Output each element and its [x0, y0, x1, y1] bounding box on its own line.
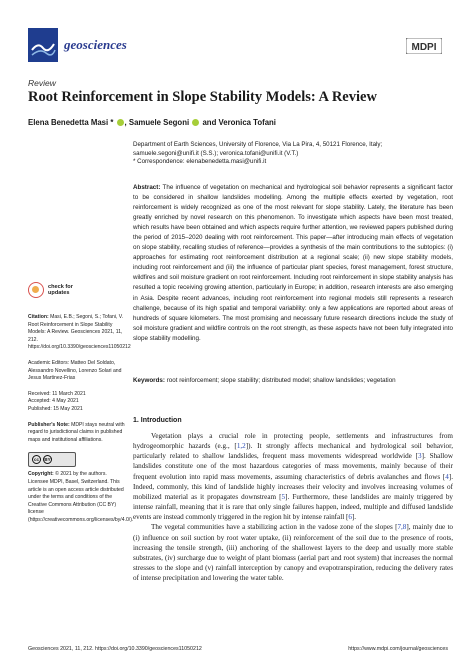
correspondence[interactable]: * Correspondence: elenabenedetta.masi@unifi.it	[133, 158, 267, 166]
keywords-text: root reinforcement; slope stability; distributed model; shallow landslides; vegetation	[166, 377, 396, 384]
updates-line2: updates	[48, 290, 70, 296]
orcid-icon[interactable]	[117, 119, 124, 126]
abstract-text: The influence of vegetation on mechanical and hydrological soil behavior represents a significant factor to be considered in shallow landslides modelling. Among the multiple effects exerted by vegetation, root reinforcement is widely recognized as one of the most relevant for slope stability. Lately, the literature has been greatly enriched by novel research on this phenomenon. To investigate which aspects have been most treated, which results have been obtained and which aspects require further attention, we reviewed papers published during the period of 2015–2020 dealing with root reinforcement. This paper—after introducing main effects of vegetation on slope stability, recalling studies of reference—provides a synthesis of the main contributions to the subtopics: (i) approaches for estimating root reinforcement distribution at a regional scale; (ii) new slope stability models, including root reinforcement and (iii) the influence of particular plant species, forest management, forest structure, wildfires and soil moisture gradient on root reinforcement. Including root reinforcement in slope stability analysis has resulted a topic receiving growing attention, particularly in Europe; in addition, research interests are also emerging in Asia. Despite recent advances, including root reinforcement into regional models still represents a research challenge, because of its high spatial and temporal variability: only a few applications are reported about areas of hundreds of square kilometers. The most promising and necessary future research directions include the study of soil moisture gradient and wildfire controls on the root strength, as these aspects have not been fully integrated into slope stability modelling.	[133, 184, 454, 342]
keywords-label: Keywords:	[133, 377, 165, 384]
editors-text: Matteo Del Soldato, Alessandro Novellino, Lorenzo Solari and Jesus Martinez-Frias	[28, 359, 122, 382]
paragraph: Vegetation plays a crucial role in protecting people, settlements and infrastructures from hydrogeomorphic hazards (e.g., [1,2]). It strongly affects mechanical and hydrological soil behavior, particularly related to shallow landslides, frequent mass movements widespread worldwide [3]. Shallow landslides constitute one of the most hazardous categories of mass movements, mainly because of their frequent evolution into rapid mass movements, assuming characteristics of debris avalanches and flows [4]. Indeed, commonly, this kind of landslide highly increases their velocity and involves increasing volumes of mobilized material as it propagates downstream [5]. Furthermore, these landslides are mainly triggered by intense rainfall, meaning that it is rare that only single failures happen, indeed, multiple and diffused landslide events are instead commonly triggered in the region hit by intense rainfall [6].	[133, 432, 454, 522]
citation-link[interactable]: 6	[348, 513, 352, 522]
author-name[interactable]: Elena Benedetta Masi *	[28, 118, 114, 127]
citation-label: Citation:	[28, 314, 49, 320]
publisher-name: MDPI	[411, 42, 437, 53]
dates-block	[28, 391, 126, 414]
author-list: Elena Benedetta Masi * , Samuele Segoni and Veronica Tofani	[28, 118, 276, 127]
affiliation-line: Department of Earth Sciences, University of Florence, Via La Pira, 4, 50121 Florence, Italy;	[133, 141, 383, 148]
mdpi-logo-icon	[406, 38, 442, 54]
article-type: Review	[28, 78, 56, 88]
paragraph: The vegetal communities have a stabilizing action in the vadose zone of the slopes [7,8], mainly due to (i) influence on soil suction by root water uptake, (ii) reinforcement of the soil due to the presence of roots, increasing the tensile strength, (iii) anchoring of the shallowest layers to the deep and usually more stable substrates, (iv) surcharge due to weight of plant biomass (aerial part and root system) that increases the normal stresses to the slope and (v) rainfall interception by canopy and evapotranspiration, reducing the delivery rates of intense precipitation and lowering the water table.	[133, 523, 454, 583]
paper-title: Root Reinforcement in Slope Stability Models: A Review	[28, 89, 377, 105]
citation-link[interactable]: 4	[445, 472, 449, 481]
introduction-body	[133, 431, 453, 583]
cc-license-icon[interactable]	[28, 452, 76, 467]
abstract	[133, 183, 453, 344]
note-label: Publisher's Note:	[28, 421, 70, 428]
check-for-updates-button[interactable]	[28, 282, 126, 298]
citation-text[interactable]: Masi, E.B.; Segoni, S.; Tofani, V. Root Reinforcement in Slope Stability Models: A Review. Geosciences 2021, 11, 212. https://doi.org/10.3390/geosciences11050212	[28, 314, 131, 351]
accepted-date: Accepted: 4 May 2021	[28, 398, 79, 405]
keywords	[133, 376, 453, 385]
abstract-label: Abstract:	[133, 184, 161, 191]
journal-name: geosciences	[64, 37, 127, 52]
updates-line1: check for	[48, 283, 73, 290]
affiliations	[133, 141, 453, 167]
geosciences-logo-icon	[28, 28, 58, 62]
footer-citation[interactable]: Geosciences 2021, 11, 212. https://doi.org/10.3390/geosciences11050212	[28, 646, 202, 652]
author-name[interactable]: and Veronica Tofani	[202, 118, 276, 127]
citation-link[interactable]: 1,2	[236, 442, 246, 451]
author-name[interactable]: Samuele Segoni	[128, 118, 190, 127]
published-date: Published: 15 May 2021	[28, 405, 83, 412]
note-text: MDPI stays neutral with regard to jurisdictional claims in published maps and institutional affiliations.	[28, 421, 125, 443]
editors-label: Academic Editors:	[28, 359, 70, 366]
orcid-icon[interactable]	[192, 119, 199, 126]
citation-block	[28, 314, 131, 352]
copyright-label: Copyright:	[28, 471, 54, 478]
publisher-note	[28, 422, 126, 445]
updates-icon	[28, 282, 44, 298]
sidebar	[28, 282, 134, 532]
copyright-block	[28, 471, 134, 524]
by-icon: BY	[44, 457, 51, 463]
journal-header	[28, 28, 448, 68]
citation-link[interactable]: 3	[418, 452, 422, 461]
received-date: Received: 11 March 2021	[28, 390, 86, 397]
editors-block	[28, 360, 126, 383]
citation-link[interactable]: 5	[281, 492, 286, 501]
affiliation-emails[interactable]: samuele.segoni@unifi.it (S.S.); veronica.tofani@unifi.it (V.T.)	[133, 149, 299, 157]
cc-icon: cc	[33, 457, 39, 463]
section-heading: 1. Introduction	[133, 417, 182, 424]
copyright-text: © 2021 by the authors. Licensee MDPI, Basel, Switzerland. This article is an open access article distributed under the terms and conditions of the Creative Commons Attribution (CC BY) license (https://creativecommons.org/licenses/by/4.0/).	[28, 471, 134, 523]
footer-journal-link[interactable]: https://www.mdpi.com/journal/geosciences	[348, 646, 448, 652]
citation-link[interactable]: 7,8	[397, 523, 407, 532]
